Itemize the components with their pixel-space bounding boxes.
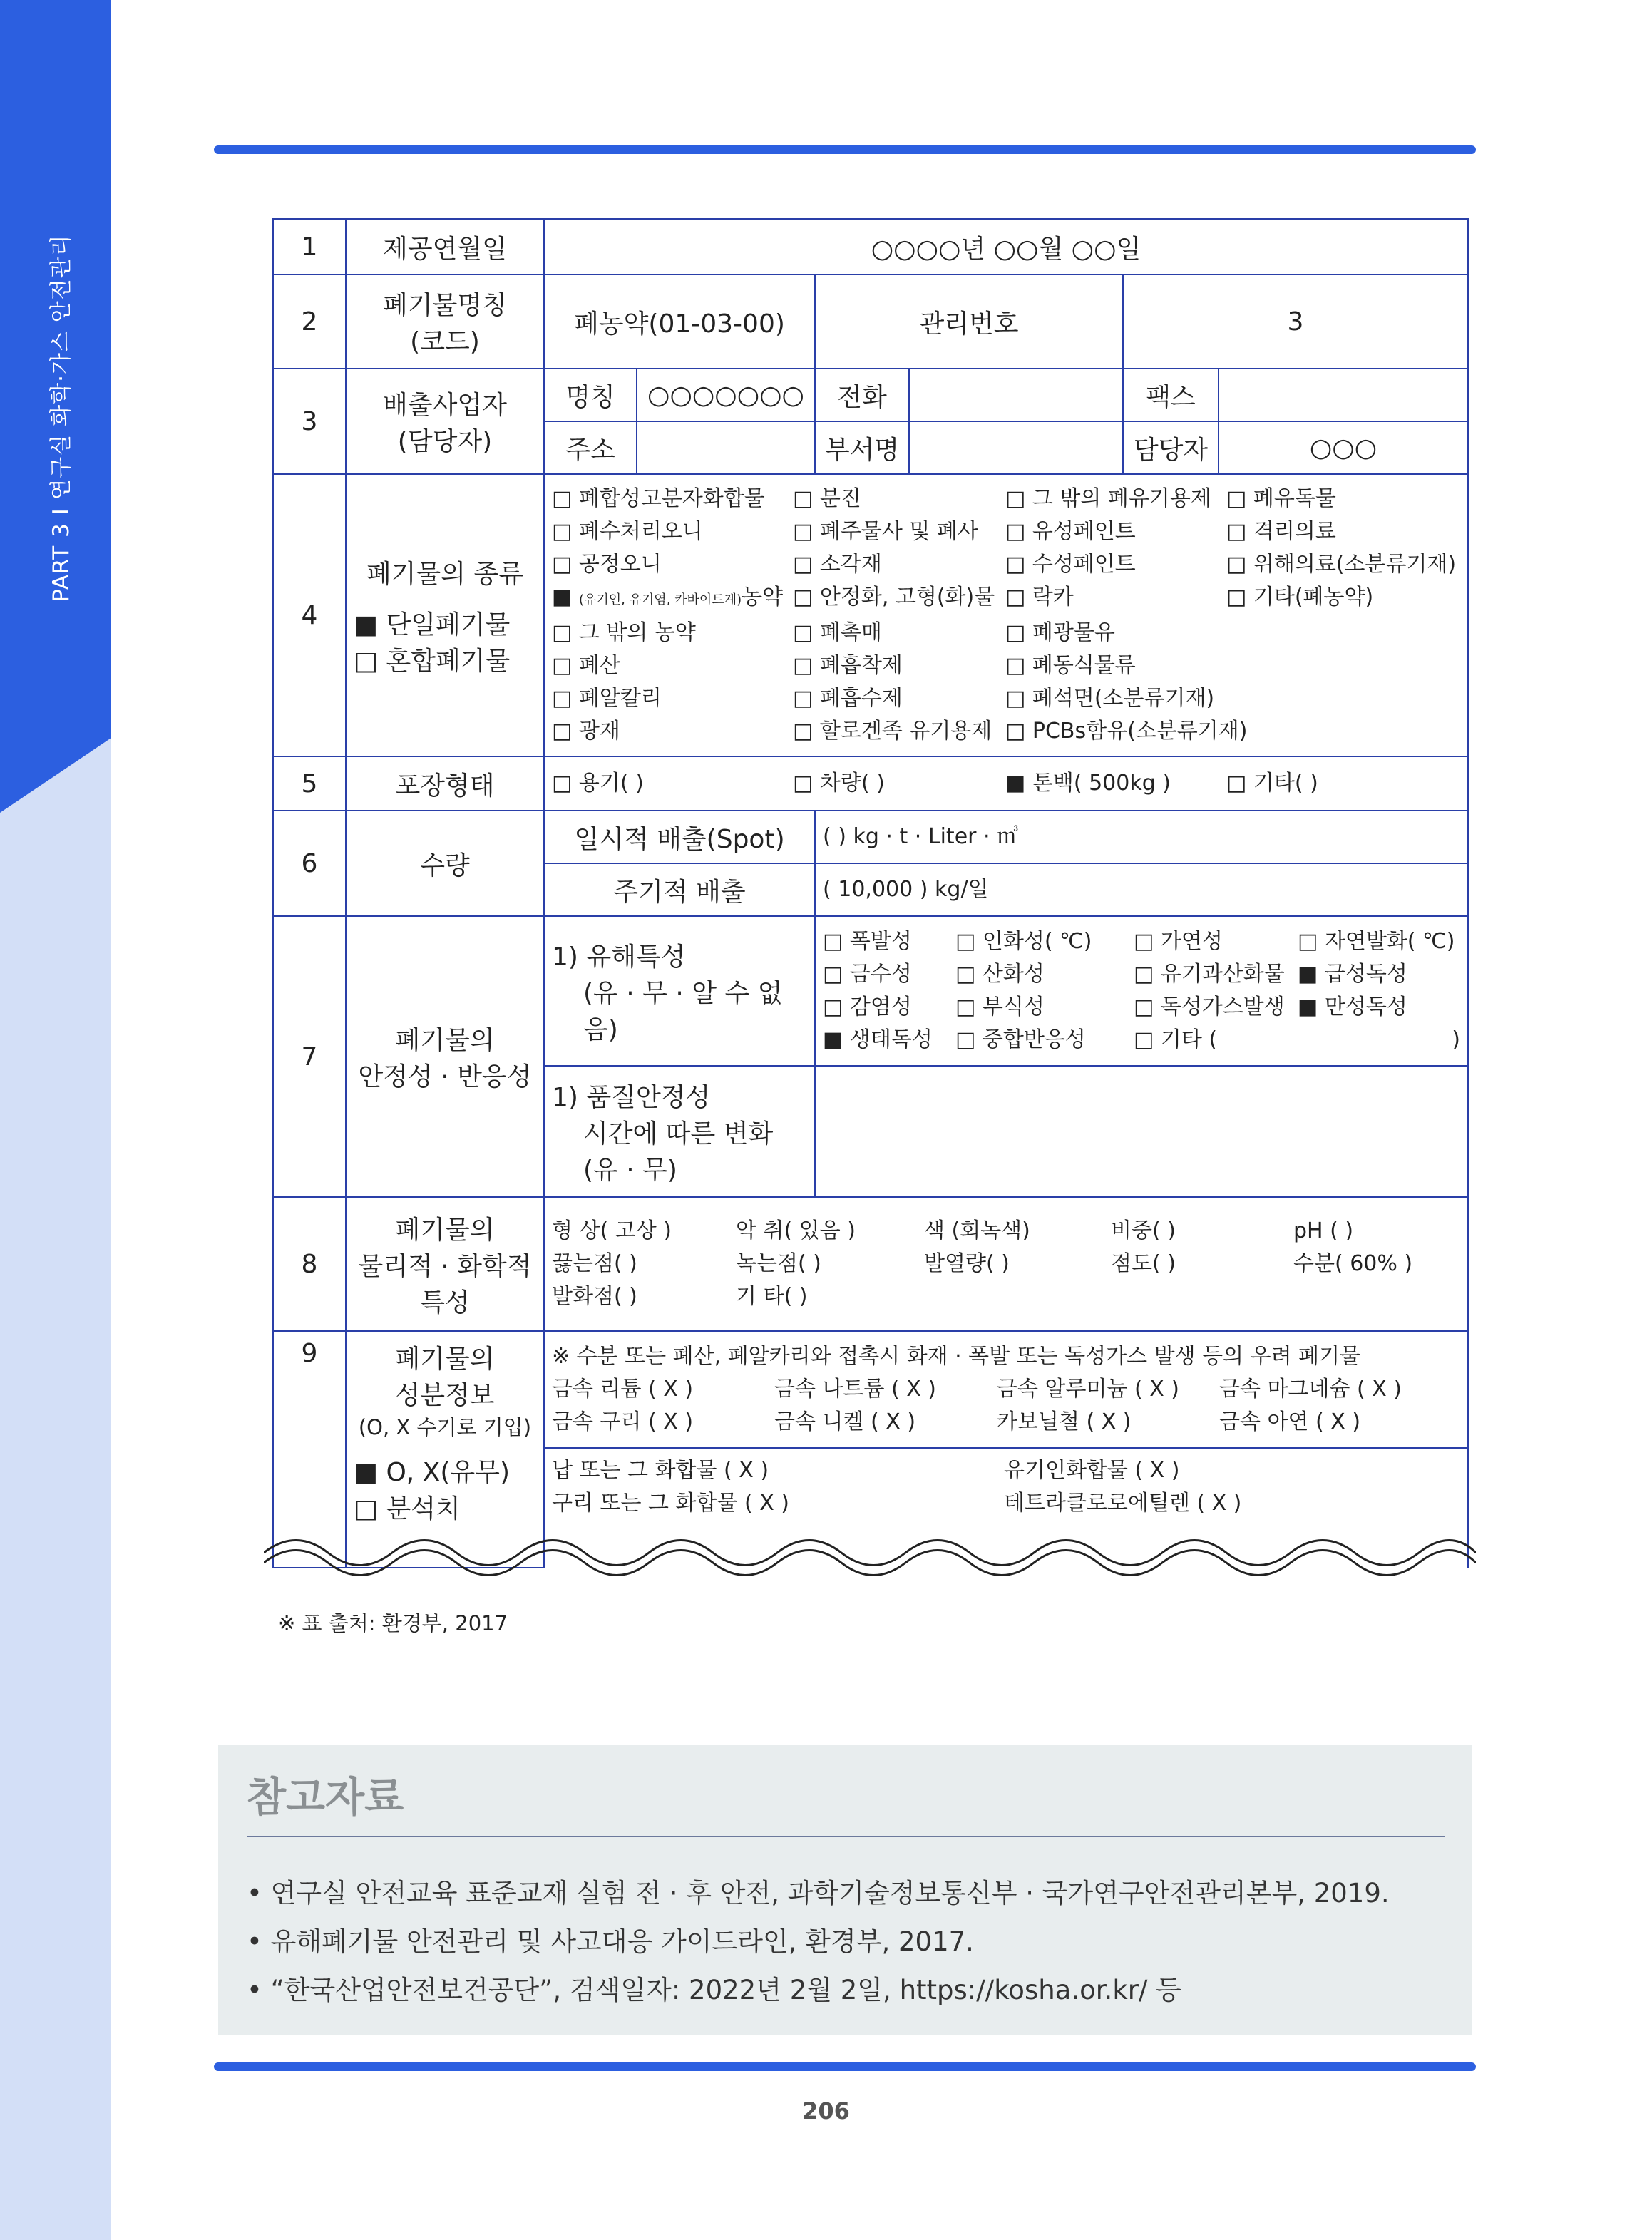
table-break-wave [264,1531,1476,1581]
row-num: 9 [273,1331,346,1568]
periodic-value: ( 10,000 ) kg/일 [815,863,1468,916]
phone-value [909,369,1123,421]
row-num: 4 [273,474,346,756]
physical-properties: 형 상( 고상 ) 악 취( 있음 ) 색 (회녹색) 비중( ) pH ( ) 끓는점( ) 녹는점( ) 발열량( ) 점도( ) 수분( 60% ) 발화점( ) 기 타( ) [544,1197,1468,1331]
address-label: 주소 [544,421,637,474]
pesticide-option: ■ (유기인, 유기염, 카바이트계)농약 [552,585,784,610]
row-num: 1 [273,219,346,274]
hazard-options: □ 폭발성 □ 인화성( ℃) □ 가연성 □ 자연발화( ℃) □ 금수성 □ 산화성 □ 유기과산화물 ■ 급성독성 □ 감염성 □ 부식성 □ 독성가스발생 ■ 만성독성 ■ 생태독성 □ 중합반응성 □ 기타 ( ) [815,916,1468,1066]
row-label: 폐기물의 물리적 · 화학적 특성 [346,1197,544,1331]
dept-value [909,421,1123,474]
compound-components: 납 또는 그 화합물 ( X ) 유기인화합물 ( X ) 구리 또는 그 화합물 ( X ) 테트라클로로에틸렌 ( X ) [544,1448,1468,1568]
row-label: 포장형태 [346,756,544,811]
row-9 [273,1331,1468,1448]
packaging-options: □ 용기( ) □ 차량( ) ■ 톤백( 500kg ) □ 기타( ) [544,756,1468,811]
waste-info-table [272,218,1469,1568]
hazard-label: 1) 유해특성 (유 · 무 · 알 수 없음) [544,916,815,1066]
spot-label: 일시적 배출(Spot) [544,811,815,863]
ox-check: ■ O, X(유무) [354,1458,510,1487]
quality-label: 1) 품질안정성 시간에 따른 변화 (유 · 무) [544,1066,815,1197]
bottom-rule [214,2062,1476,2071]
row-3 [273,369,1468,421]
reference-item: • 연구실 안전교육 표준교재 실험 전 · 후 안전, 과학기술정보통신부 · 국가연구안전관리본부, 2019. [247,1878,1390,1908]
row-label: 배출사업자 (담당자) [346,369,544,474]
metal-components: ※ 수분 또는 폐산, 폐알카리와 접촉시 화재 · 폭발 또는 독성가스 발생 등의 우려 폐기물 금속 리튬 ( X ) 금속 나트륨 ( X ) 금속 알루미늄 ( X ) 금속 마그네슘 ( X ) 금속 구리 ( X ) 금속 니켈 ( X ) 카보닐철 ( X ) 금속 아연 ( X ) [544,1331,1468,1448]
row-label: 폐기물의 성분정보 (O, X 수기로 기입) ■ O, X(유무) □ 분석치 [346,1331,544,1568]
row-7 [273,916,1468,1066]
references-title: 참고자료 [247,1774,404,1821]
row-label: 폐기물명칭 (코드) [346,274,544,369]
mgmt-number: 3 [1123,274,1468,369]
row-label: 폐기물의 안정성 · 반응성 [346,916,544,1197]
row-num: 8 [273,1197,346,1331]
row-label: 수량 [346,811,544,916]
row-2 [273,274,1468,369]
supply-date: ○○○○년 ○○월 ○○일 [544,219,1468,274]
single-waste-check: ■ 단일폐기물 [354,610,511,639]
mgmt-number-label: 관리번호 [815,274,1123,369]
row-1 [273,219,1468,274]
row-label: 폐기물의 종류 ■ 단일폐기물 □ 혼합폐기물 [346,474,544,756]
reference-item: • 유해폐기물 안전관리 및 사고대응 가이드라인, 환경부, 2017. [247,1926,974,1957]
spot-value: ( ) kg · t · Liter · ㎥ [815,811,1468,863]
quality-value [815,1066,1468,1197]
person-value: ○○○ [1219,421,1468,474]
periodic-label: 주기적 배출 [544,863,815,916]
dept-label: 부서명 [815,421,909,474]
mixed-waste-check: □ 혼합폐기물 [354,646,511,676]
person-label: 담당자 [1123,421,1219,474]
row-8 [273,1197,1468,1331]
references-box [218,1745,1472,2035]
phone-label: 전화 [815,369,909,421]
name-label: 명칭 [544,369,637,421]
row-6 [273,811,1468,863]
row-4 [273,474,1468,756]
row-num: 6 [273,811,346,916]
reference-item: • “한국산업안전보건공단”, 검색일자: 2022년 2월 2일, https://kosha.or.kr/ 등 [247,1975,1181,2005]
row-num: 5 [273,756,346,811]
name-value: ○○○○○○○ [637,369,815,421]
references-divider [247,1836,1445,1837]
fax-label: 팩스 [1123,369,1219,421]
analysis-check: □ 분석치 [354,1494,461,1524]
row-num: 2 [273,274,346,369]
table-source: ※ 표 출처: 환경부, 2017 [278,1611,508,1635]
row-num: 7 [273,916,346,1197]
page-number: 206 [802,2097,850,2125]
row-num: 3 [273,369,346,474]
top-rule [214,145,1476,154]
fax-value [1219,369,1468,421]
waste-name: 폐농약(01-03-00) [544,274,815,369]
row-label: 제공연월일 [346,219,544,274]
waste-type-options: □ 폐합성고분자화합물 □ 분진 □ 그 밖의 폐유기용제 □ 폐유독물 □ 폐수처리오니 □ 폐주물사 및 폐사 □ 유성페인트 □ 격리의료 □ 공정오니 □ 소각재 □ 수성페인트 □ 위해의료(소분류기재) ■ (유기인, 유기염, 카바이트계)농약 □ 안정화, 고형(화)물 □ 락카 □ 기타(폐농약) □ 그 밖의 농약 □ 폐촉매 □ 폐광물유 □ 폐산 □ 폐흡착제 □ 폐동식물류 □ 폐알칼리 □ 폐흡수제 □ 폐석면(소분류기재) □ 광재 □ 할로겐족 유기용제 □ PCBs함유(소분류기재) [544,474,1468,756]
address-value [637,421,815,474]
row-5 [273,756,1468,811]
sidebar-title: PART 3 Ι 연구실 화학·가스 안전관리 [48,234,74,602]
